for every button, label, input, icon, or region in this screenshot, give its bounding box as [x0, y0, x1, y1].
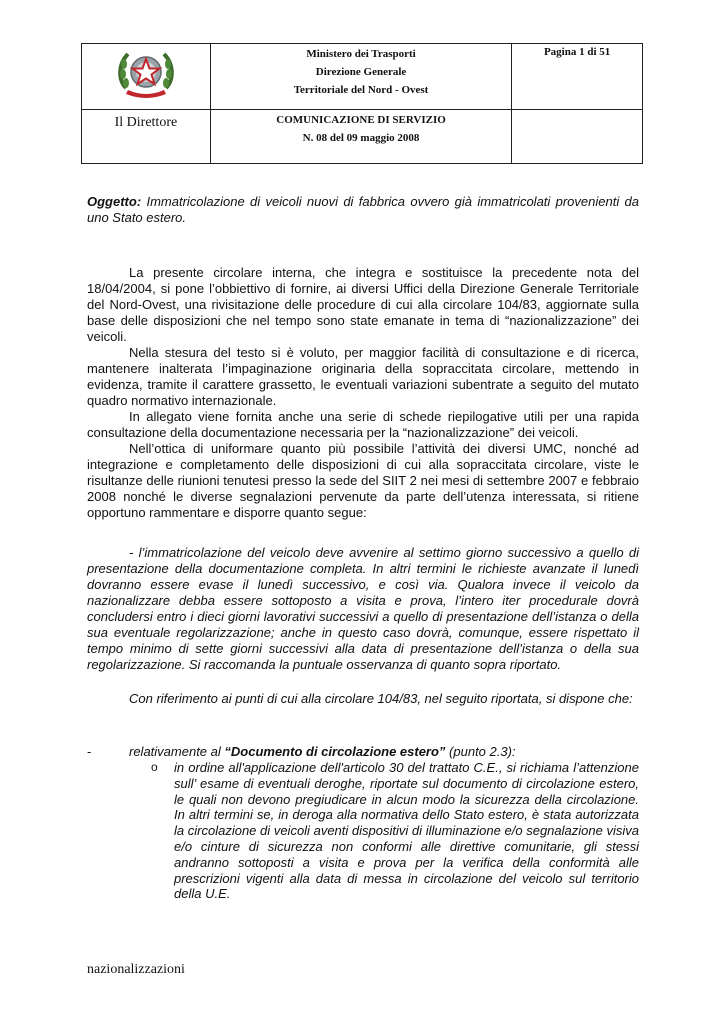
italian-republic-emblem-icon — [114, 44, 178, 100]
subject-text: Immatricolazione di veicoli nuovi di fabbrica ovvero già immatricolati provenienti da uno Stato estero. — [87, 194, 639, 225]
direction-name: Direzione Generale — [315, 66, 407, 78]
director-label: Il Direttore — [82, 110, 211, 164]
subject — [87, 194, 639, 226]
ministry-name: Ministero dei Trasporti — [306, 48, 416, 60]
paragraph-annex: In allegato viene fornita anche una serie di schede riepilogative utili per una rapida consultazione della documentazione necessaria per la “nazionalizzazione” dei veicoli. — [87, 409, 639, 440]
empty-cell — [512, 110, 643, 164]
emblem-cell — [82, 44, 211, 110]
registration-timing-block: - l’immatricolazione del veicolo deve avvenire al settimo giorno successivo a quello di presentazione della documentazione completa. In altri termini le richieste avanzate il lunedì dovranno essere evase il lunedì successivo, e così via. Qualora invece il veicolo da nazionalizzare debba essere sottoposto a visita e prova, l’intero iter procedurale dovrà concludersi entro i dieci giorni lavorativi successivi a quello di presentazione dell’istanza o della sua eventuale regolarizzazione; anche in questo caso dovrà, comunque, essere rispettato il tempo minimo di sette giorni successivi alla data di presentazione dell’istanza o della sua regolarizzazione. Si raccomanda la puntuale osservanza di quanto sopra riportato. — [87, 545, 639, 672]
bullet-suffix: (punto 2.3): — [445, 744, 516, 759]
bullet-bold: “Documento di circolazione estero” — [224, 744, 446, 759]
document-type: COMUNICAZIONE DI SERVIZIO — [276, 114, 446, 126]
sub-bullet-marker: o — [151, 760, 158, 774]
subject-label: Oggetto: — [87, 194, 142, 209]
bullet-item — [87, 744, 639, 760]
issuer-cell — [210, 44, 511, 110]
bullet-dash: - — [87, 744, 92, 759]
paragraph-umc: Nell’ottica di uniformare quanto più possibile l’attività dei diversi UMC, nonché ad integrazione e completamento delle disposizioni di cui alla sopraccitata circolare, viste le risultanze delle riunioni tenutesi presso la sede del SIIT 2 nei mesi di settembre 2007 e febbraio 2008 nonché le diverse segnalazioni pervenute da parte dell’utenza interessata, si ritiene opportuno rammentare e disporre quanto segue: — [87, 441, 639, 520]
paragraph-layout: Nella stesura del testo si è voluto, per maggior facilità di consultazione e di ricerca, mantenere inalterata l’impaginazione originaria della sopraccitata circolare, mettendo in evidenza, tramite il carattere grassetto, le eventuali variazioni subentrate a seguito del mutato quadro normativo internazionale. — [87, 345, 639, 408]
document-number: N. 08 del 09 maggio 2008 — [302, 132, 420, 144]
paragraph-intro: La presente circolare interna, che integra e sostituisce la precedente nota del 18/04/2004, si pone l’obbiettivo di fornire, ai diversi Uffici della Direzione Generale Territoriale del Nord-Ovest, una rivisitazione delle procedure di cui alla circolare 104/83, aggiornate sulla base delle disposizioni che nel tempo sono state emanate in tema di “nazionalizzazione” dei veicoli. — [87, 265, 639, 344]
footer-text: nazionalizzazioni — [87, 962, 185, 977]
letterhead-table — [81, 43, 643, 164]
page-info: Pagina 1 di 51 — [512, 44, 643, 110]
bullet-prefix: relativamente al — [129, 744, 225, 759]
territorial-name: Territoriale del Nord - Ovest — [293, 84, 429, 96]
reference-paragraph: Con riferimento ai punti di cui alla circolare 104/83, nel seguito riportata, si dispone che: — [129, 691, 633, 706]
document-type-cell — [210, 110, 511, 164]
sub-bullet-text: in ordine all'applicazione dell'articolo 30 del trattato C.E., si richiama l’attenzione sull’ esame di eventuali deroghe, riportate sul documento di circolazione estero, le quali non devono pregiudicare in alcun modo la sicurezza della circolazione. In altri termini se, in deroga alla normativa dello Stato estero, è stata autorizzata la circolazione di veicoli aventi dispositivi di illuminazione e/o segnalazione visiva e/o cinture di sicurezza non conformi alle direttive comunitarie, gli stessi andranno sottoposti a visita e prova per la verifica della conformità alle prescrizioni vigenti alla data di messa in circolazione del veicolo sul territorio della U.E. — [174, 760, 639, 902]
